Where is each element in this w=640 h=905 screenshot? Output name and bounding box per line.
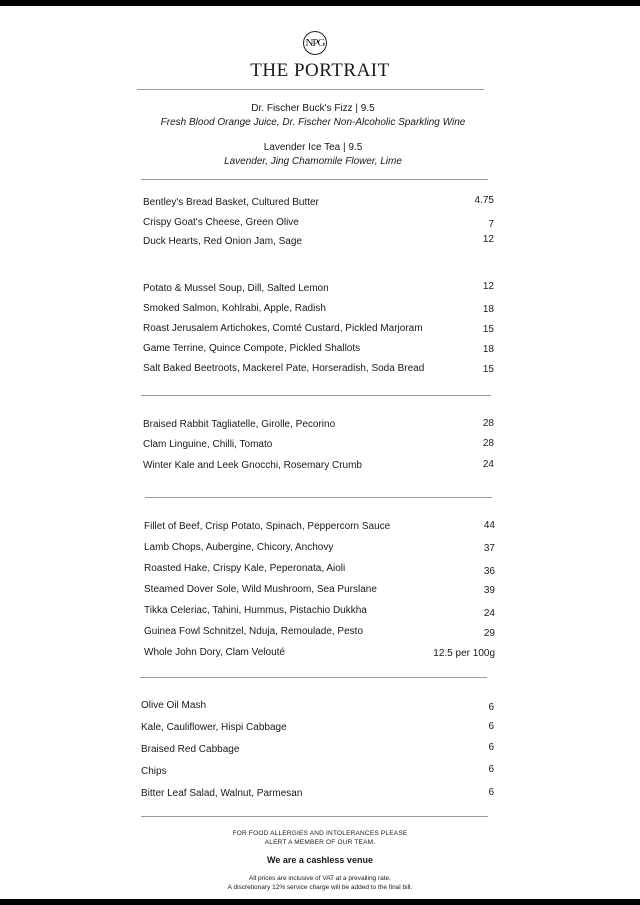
vat-notice — [0, 874, 640, 892]
drink-description: Lavender, Jing Chamomile Flower, Lime — [224, 156, 402, 167]
item-price: 6 — [488, 742, 494, 753]
item-name: Smoked Salmon, Kohlrabi, Apple, Radish — [143, 303, 326, 314]
drink-item — [0, 141, 626, 169]
item-price: 6 — [488, 721, 494, 732]
item-price: 36 — [483, 566, 495, 577]
item-name: Crispy Goat's Cheese, Green Olive — [143, 217, 299, 228]
item-price: 39 — [483, 585, 495, 596]
vat-line-1: All prices are inclusive of VAT at a prevailing rate. — [249, 875, 391, 882]
top-border — [0, 0, 640, 6]
npg-logo: NPG — [303, 31, 327, 55]
item-name: Tikka Celeriac, Tahini, Hummus, Pistachio Dukkha — [144, 605, 367, 616]
item-name: Roast Jerusalem Artichokes, Comté Custard, Pickled Marjoram — [143, 323, 423, 334]
allergy-line-2: ALERT A MEMBER OF OUR TEAM. — [264, 839, 376, 846]
item-price: 18 — [482, 344, 494, 355]
item-price: 6 — [488, 787, 494, 798]
item-price: 12 — [482, 281, 494, 292]
item-name: Salt Baked Beetroots, Mackerel Pate, Horseradish, Soda Bread — [143, 363, 425, 374]
item-name: Guinea Fowl Schnitzel, Nduja, Remoulade, Pesto — [144, 626, 364, 637]
item-name: Steamed Dover Sole, Wild Mushroom, Sea Purslane — [144, 584, 377, 595]
divider — [141, 816, 488, 817]
item-price: 18 — [482, 304, 494, 315]
item-price: 15 — [482, 324, 494, 335]
allergy-notice — [0, 829, 640, 847]
item-price: 28 — [482, 438, 494, 449]
item-price: 28 — [482, 418, 494, 429]
divider — [141, 179, 488, 180]
item-name: Bitter Leaf Salad, Walnut, Parmesan — [141, 788, 303, 799]
item-price: 4.75 — [474, 195, 494, 206]
item-name: Duck Hearts, Red Onion Jam, Sage — [143, 236, 302, 247]
item-price: 12.5 per 100g — [433, 648, 495, 659]
drink-item — [0, 102, 626, 130]
item-price: 6 — [488, 702, 494, 713]
divider — [145, 497, 492, 498]
item-name: Olive Oil Mash — [141, 700, 207, 711]
item-price: 29 — [483, 628, 495, 639]
allergy-line-1: FOR FOOD ALLERGIES AND INTOLERANCES PLEASE — [232, 830, 408, 837]
item-price: 15 — [482, 364, 494, 375]
item-price: 44 — [483, 520, 495, 531]
vat-line-2: A discretionary 12% service charge will be added to the final bill. — [227, 884, 413, 891]
item-name: Braised Red Cabbage — [141, 744, 240, 755]
item-name: Whole John Dory, Clam Velouté — [144, 647, 285, 658]
item-name: Lamb Chops, Aubergine, Chicory, Anchovy — [144, 542, 334, 553]
drink-name: Lavender Ice Tea | 9.5 — [263, 142, 363, 153]
item-name: Winter Kale and Leek Gnocchi, Rosemary Crumb — [143, 460, 362, 471]
footer — [0, 829, 640, 892]
cashless-notice: We are a cashless venue — [267, 855, 373, 865]
item-price: 7 — [488, 219, 494, 230]
page-title: THE PORTRAIT — [250, 60, 390, 81]
item-name: Kale, Cauliflower, Hispi Cabbage — [141, 722, 287, 733]
item-name: Bentley's Bread Basket, Cultured Butter — [143, 197, 319, 208]
divider — [137, 89, 484, 90]
item-name: Braised Rabbit Tagliatelle, Girolle, Pecorino — [143, 419, 336, 430]
bottom-border — [0, 899, 640, 905]
divider — [141, 395, 491, 396]
drink-description: Fresh Blood Orange Juice, Dr. Fischer Non-Alcoholic Sparkling Wine — [160, 117, 466, 128]
item-name: Clam Linguine, Chilli, Tomato — [143, 439, 273, 450]
divider — [140, 677, 487, 678]
item-price: 37 — [483, 543, 495, 554]
item-price: 24 — [483, 608, 495, 619]
item-name: Chips — [141, 766, 167, 777]
item-name: Potato & Mussel Soup, Dill, Salted Lemon — [143, 283, 329, 294]
item-price: 6 — [488, 764, 494, 775]
drink-name: Dr. Fischer Buck's Fizz | 9.5 — [251, 103, 375, 114]
item-price: 12 — [482, 234, 494, 245]
item-price: 24 — [482, 459, 494, 470]
item-name: Roasted Hake, Crispy Kale, Peperonata, Aioli — [144, 563, 346, 574]
item-name: Game Terrine, Quince Compote, Pickled Shallots — [143, 343, 361, 354]
item-name: Fillet of Beef, Crisp Potato, Spinach, Peppercorn Sauce — [144, 521, 391, 532]
